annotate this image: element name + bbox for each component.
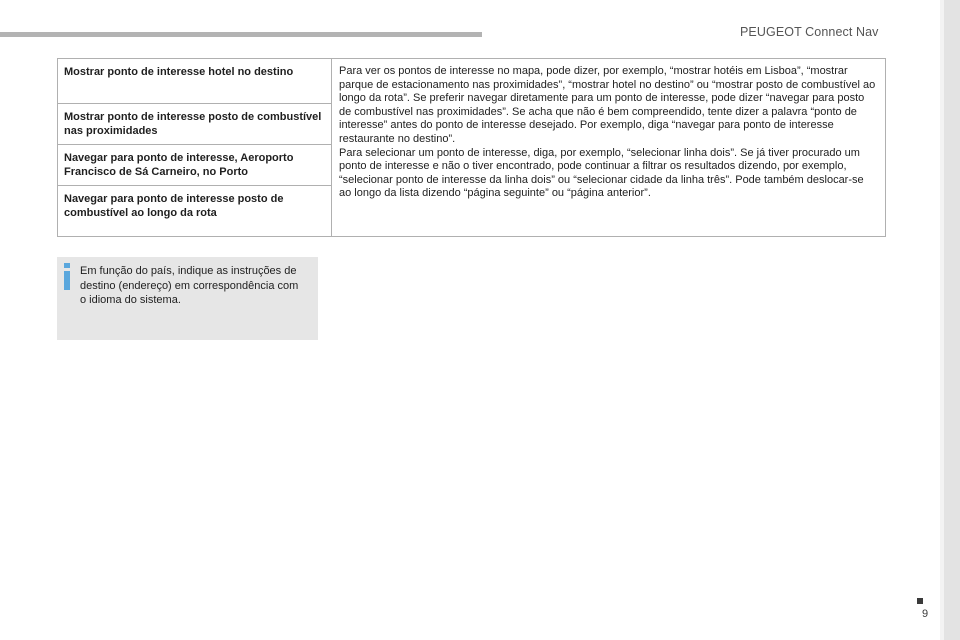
page-number: 9 xyxy=(922,608,929,620)
description-paragraph: Para selecionar um ponto de interesse, diga, por exemplo, “selecionar linha dois”. Se já tiver procurado um ponto de interesse e não o tiver encontrado, pode continuar a filtrar os resultados dizendo, por exemplo, “selecionar ponto de interesse da linha dois” ou “selecionar cidade da linha três”. Pode também deslocar-se ao longo da lista dizendo “página seguinte” ou “página anterior”. xyxy=(339,146,864,200)
voice-command-table xyxy=(57,58,886,237)
page-edge-strip xyxy=(944,0,960,640)
command-cell: Navegar para ponto de interesse, Aeroporto Francisco de Sá Carneiro, no Porto xyxy=(58,145,331,186)
info-note xyxy=(57,257,318,340)
header-title: PEUGEOT Connect Nav xyxy=(740,25,879,39)
command-cell: Navegar para ponto de interesse posto de combustível ao longo da rota xyxy=(64,193,284,219)
header-rule xyxy=(0,32,482,37)
page-marker-icon xyxy=(917,598,923,604)
command-description xyxy=(332,59,885,236)
description-paragraph: Para ver os pontos de interesse no mapa, pode dizer, por exemplo, “mostrar hotéis em Lisboa”, “mostrar parque de estacionamento nas proximidades”, “mostrar hotel no destino” ou “mostrar posto de combustível ao longo da rota”. Se preferir navegar diretamente para um ponto de interesse, pode dizer “navegar para posto de combustível nas proximidades”. Se acha que não é bem compreendido, tente dizer a palavra “ponto de interesse” antes do ponto de interesse desejado. Por exemplo, diga “navegar para ponto de interesse restaurante no destino”. xyxy=(339,65,876,145)
command-column xyxy=(58,59,332,236)
command-cell: Mostrar ponto de interesse posto de combustível nas proximidades xyxy=(58,104,331,145)
info-icon xyxy=(63,263,71,290)
command-cell: Mostrar ponto de interesse hotel no destino xyxy=(58,59,331,104)
info-note-text: Em função do país, indique as instruções de destino (endereço) em correspondência com o idioma do sistema. xyxy=(80,265,299,306)
